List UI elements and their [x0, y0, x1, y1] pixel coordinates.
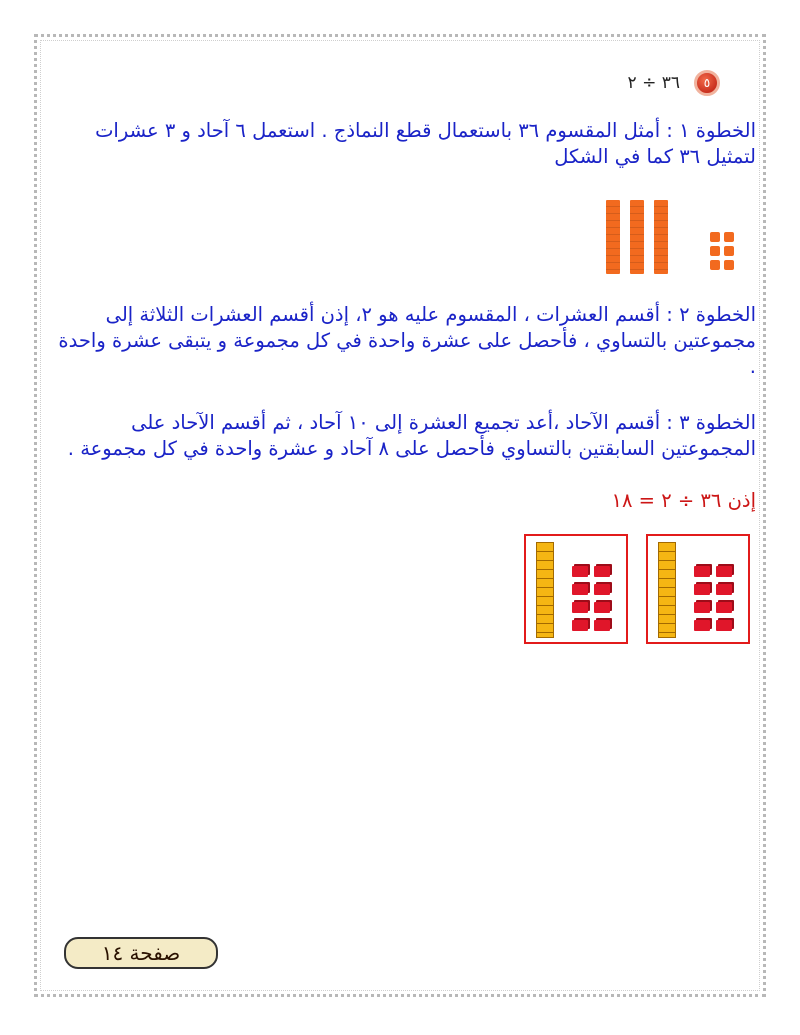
ten-rod [658, 542, 676, 638]
step-1-line-2: لتمثيل ٣٦ كما في الشكل [554, 145, 756, 168]
unit-cube [694, 602, 710, 613]
unit-cube [572, 602, 588, 613]
unit-cube [594, 602, 610, 613]
step-1 [44, 118, 756, 170]
unit-cube [594, 566, 610, 577]
unit-cube [710, 260, 720, 270]
ten-rod [630, 200, 644, 274]
unit-cube [572, 566, 588, 577]
unit-cube [594, 584, 610, 595]
step-2-line-2: مجموعتين بالتساوي ، فأحصل على عشرة واحدة في كل مجموعة و يتبقى عشرة واحدة [58, 329, 756, 352]
group-box-left [524, 534, 628, 644]
unit-cube [724, 246, 734, 256]
conclusion: إذن ٣٦ ÷ ٢ = ١٨ [611, 489, 756, 512]
unit-cube [724, 260, 734, 270]
problem-expression: ٣٦ ÷ ٢ [627, 73, 680, 93]
unit-cube [724, 232, 734, 242]
page-border-inner [40, 40, 760, 991]
unit-cube [694, 584, 710, 595]
step-3-line-2: المجموعتين السابقتين بالتساوي فأحصل على ٨ آحاد و عشرة واحدة في كل مجموعة . [67, 437, 756, 460]
unit-cube [716, 620, 732, 631]
ten-rod [536, 542, 554, 638]
base-ten-blocks-36 [606, 200, 756, 280]
unit-cube [716, 584, 732, 595]
step-1-line-1: الخطوة ١ : أمثل المقسوم ٣٦ باستعمال قطع النماذج . استعمل ٦ آحاد و ٣ عشرات [95, 119, 756, 142]
unit-cube [716, 602, 732, 613]
step-2-line-1: الخطوة ٢ : أقسم العشرات ، المقسوم عليه هو ٢، إذن أقسم العشرات الثلاثة إلى [105, 303, 756, 326]
unit-cube [716, 566, 732, 577]
group-box-right [646, 534, 750, 644]
step-3 [44, 410, 756, 462]
unit-cube [694, 620, 710, 631]
problem-number-badge: ٥ [694, 70, 720, 96]
page-number-label: صفحة ١٤ [64, 937, 218, 969]
problem-header [628, 70, 720, 96]
unit-cube [710, 232, 720, 242]
step-3-line-1: الخطوة ٣ : أقسم الآحاد ،أعد تجميع العشرة إلى ١٠ آحاد ، ثم أقسم الآحاد على [131, 411, 756, 434]
unit-cube [710, 246, 720, 256]
unit-cube [572, 620, 588, 631]
ten-rod [606, 200, 620, 274]
step-2 [44, 302, 756, 380]
unit-cube [572, 584, 588, 595]
unit-cube [694, 566, 710, 577]
step-2-line-3: . [749, 355, 756, 378]
unit-cube [594, 620, 610, 631]
ten-rod [654, 200, 668, 274]
